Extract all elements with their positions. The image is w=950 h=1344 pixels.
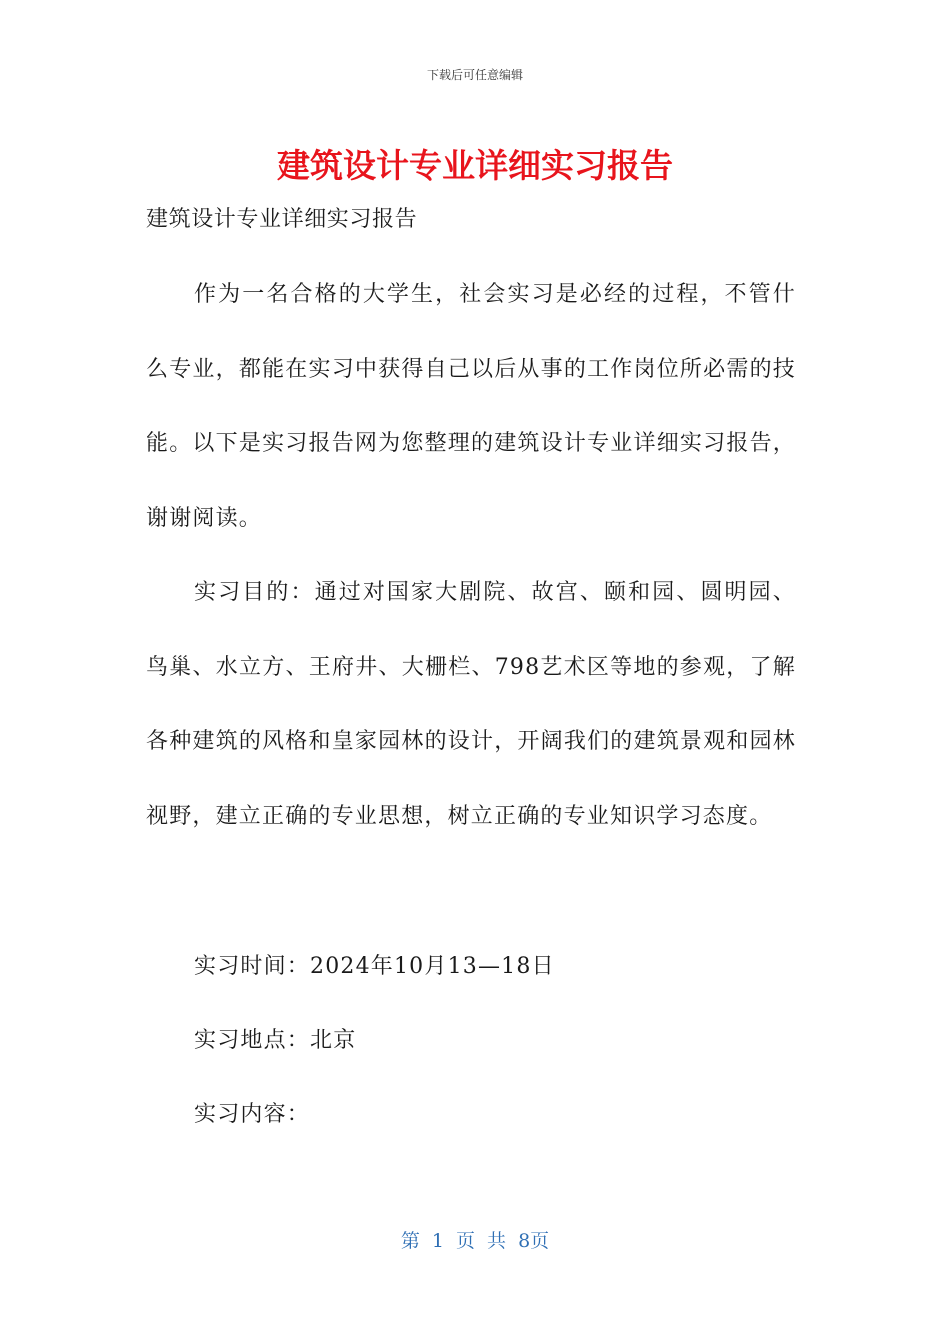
document-title: 建筑设计专业详细实习报告 (277, 146, 673, 185)
document-subtitle: 建筑设计专业详细实习报告 (146, 207, 418, 232)
header-note: 下载后可任意编辑 (426, 68, 523, 82)
paragraph-time: 实习时间：2024年10月13—18日 (194, 954, 555, 979)
paragraph-intro: 作为一名合格的大学生，社会实习是必经的过程，不管什么专业，都能在实习中获得自己以后从事的工作岗位所必需的技能。以下是实习报告网为您整理的建筑设计专业详细实习报告，谢谢阅读。 (146, 282, 796, 531)
page-number-footer: 第 1 页 共 8页 (400, 1230, 550, 1252)
paragraph-location: 实习地点：北京 (194, 1028, 357, 1053)
paragraph-content-heading: 实习内容： (194, 1102, 311, 1127)
paragraph-purpose: 实习目的：通过对国家大剧院、故宫、颐和园、圆明园、鸟巢、水立方、王府井、大栅栏、798艺术区等地的参观，了解各种建筑的风格和皇家园林的设计，开阔我们的建筑景观和园林视野，建立正确的专业思想，树立正确的专业知识学习态度。 (146, 580, 796, 829)
